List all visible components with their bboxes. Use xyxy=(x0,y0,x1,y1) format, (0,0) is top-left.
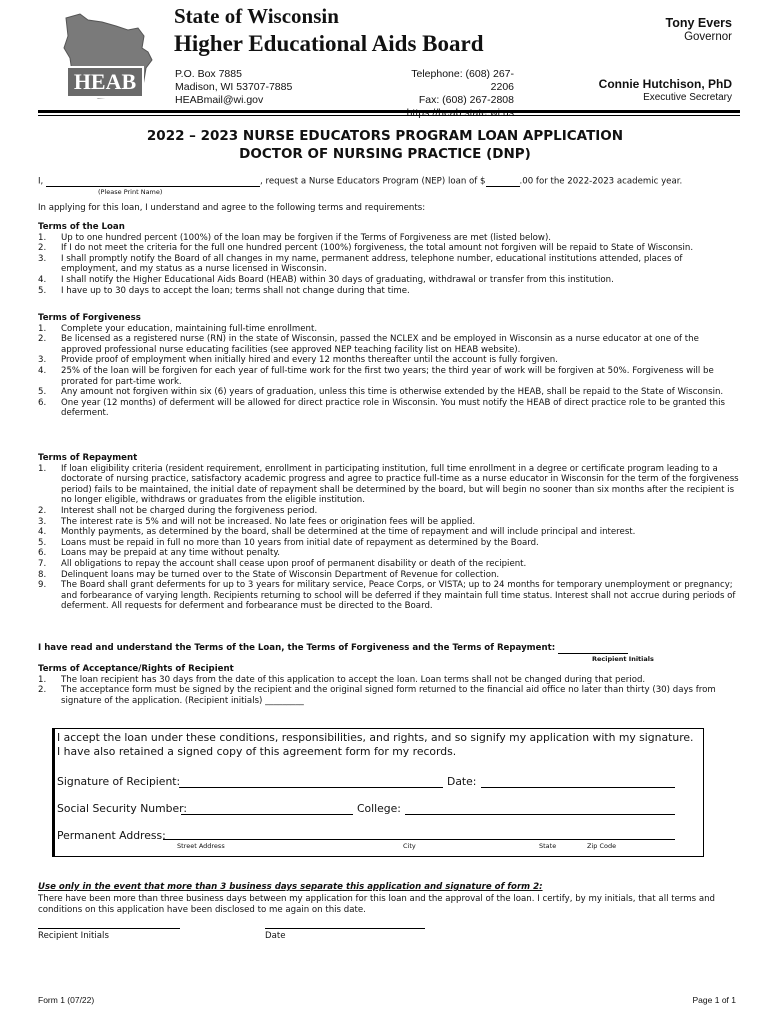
list-item: 4. I shall notify the Higher Educational Aids Board (HEAB) within 30 days of graduating, withdrawal or transfer from this institution. xyxy=(38,274,614,285)
list-item: 5. Any amount not forgiven within six (6) years of graduation, unless this time is otherwise extended by the HEAB, shall be repaid to the State of Wisconsin. xyxy=(38,387,724,398)
list-item: 2. The acceptance form must be signed by the recipient and the original signed form returned to the financial aid office no later than thirty (30) days from signature of the application. (Recipient initials) _________ xyxy=(38,685,716,706)
address-field[interactable] xyxy=(163,839,675,840)
zip-caption: Zip Code xyxy=(587,842,617,850)
governor-title: Governor xyxy=(684,31,732,43)
list-item: 1. Complete your education, maintaining full-time enrollment. xyxy=(38,323,318,334)
late-date-field[interactable] xyxy=(265,928,425,929)
ssn-field[interactable] xyxy=(181,814,353,815)
list-item: 5. Loans must be repaid in full no more than 10 years from initial date of repayment as determined by the Board. xyxy=(38,537,539,548)
section-heading: Terms of the Loan xyxy=(38,222,125,232)
logo-text: HEAB xyxy=(66,66,144,98)
section-heading: Terms of Acceptance/Rights of Recipient xyxy=(38,664,234,674)
header-divider xyxy=(38,110,740,116)
fax: Fax: (608) 267-2808 xyxy=(418,94,514,106)
street-caption: Street Address xyxy=(177,842,225,850)
page-number: Page 1 of 1 xyxy=(692,995,736,1005)
list-item: 9. The Board shall grant deferments for up to 3 years for military service, Peace Corps, or VISTA; up to 24 months for temporary unemployment or pregnancy; and forbearance of varying length. Recipients returning to school will be deferred if they maintain full time status. Interest shall not accrue during periods of deferment. All requests for deferment and forbearance must be directed to the Board. xyxy=(38,580,736,612)
signature-label: Signature of Recipient: xyxy=(57,775,181,788)
terms-of-acceptance xyxy=(38,664,742,706)
intro-text: In applying for this loan, I understand and agree to the following terms and requirements: xyxy=(38,203,426,213)
college-label: College: xyxy=(357,802,401,815)
late-date-caption: Date xyxy=(265,931,286,941)
list-item: 4. Monthly payments, as determined by the board, shall be determined at the time of repayment and will include principal and interest. xyxy=(38,527,636,538)
name-caption: (Please Print Name) xyxy=(98,188,163,196)
mailing-address xyxy=(175,68,292,107)
list-item: 1. The loan recipient has 30 days from the date of this application to accept the loan. Loan terms shall not be changed during that period. xyxy=(38,674,646,685)
list-item: 1. Up to one hundred percent (100%) of the loan may be forgiven if the Terms of Forgiveness are met (listed below). xyxy=(38,232,552,243)
name-input[interactable] xyxy=(46,176,260,187)
request-line: I, , request a Nurse Educators Program (NEP) loan of $ .00 for the 2022-2023 academic year. xyxy=(38,176,683,187)
late-heading: Use only in the event that more than 3 business days separate this application and signature of form 2: xyxy=(38,882,543,892)
address-label: Permanent Address: xyxy=(57,829,166,842)
list-item: 7. All obligations to repay the account shall cease upon proof of permanent disability or death of the recipient. xyxy=(38,558,527,569)
list-item: 4. 25% of the loan will be forgiven for each year of full-time work for the first two years; the third year of work will be forgiven at 50%. Forgiveness will be prorated for part-time work. xyxy=(38,365,714,387)
signature-box xyxy=(52,728,704,857)
email-link[interactable]: HEABmail@wi.gov xyxy=(175,94,264,106)
terms-of-loan xyxy=(38,222,742,296)
governor-block xyxy=(666,16,732,43)
website-link[interactable]: https://heab.state.wi.us xyxy=(406,107,514,119)
signature-field[interactable] xyxy=(179,787,443,788)
governor-name: Tony Evers xyxy=(665,16,732,30)
secretary-name: Connie Hutchison, PhD xyxy=(598,77,732,91)
list-item: 3. The interest rate is 5% and will not be increased. No late fees or origination fees will be applied. xyxy=(38,516,476,527)
recipient-initials-caption: Recipient Initials xyxy=(592,655,654,663)
list-item: 6. Loans may be prepaid at any time without penalty. xyxy=(38,548,281,559)
section-heading: Terms of Repayment xyxy=(38,453,138,463)
wisconsin-logo xyxy=(58,8,166,104)
city-caption: City xyxy=(403,842,416,850)
state-name: State of Wisconsin xyxy=(174,4,339,28)
address-line: Madison, WI 53707-7885 xyxy=(175,81,293,93)
telephone: Telephone: (608) 267-2206 xyxy=(411,68,514,93)
section-heading: Terms of Forgiveness xyxy=(38,313,141,323)
late-initials-field[interactable] xyxy=(38,928,180,929)
terms-of-forgiveness xyxy=(38,313,742,419)
college-field[interactable] xyxy=(405,814,675,815)
state-caption: State xyxy=(539,842,557,850)
address-line: P.O. Box 7885 xyxy=(175,68,242,80)
list-item: 8. Delinquent loans may be turned over to the State of Wisconsin Department of Revenue for collection. xyxy=(38,569,500,580)
acceptance-statement: I accept the loan under these conditions, responsibilities, and rights, and so signify my application with my signature. I have also retained a signed copy of this agreement form for my records. xyxy=(57,731,694,758)
list-item: 2. Interest shall not be charged during the forgiveness period. xyxy=(38,505,318,516)
agency-name: Higher Educational Aids Board xyxy=(174,31,484,56)
secretary-title: Executive Secretary xyxy=(643,92,732,103)
list-item: 3. Provide proof of employment when initially hired and every 12 months thereafter until the account is fully forgiven. xyxy=(38,355,558,366)
terms-of-repayment xyxy=(38,453,742,612)
list-item: 2. If I do not meet the criteria for the full one hundred percent (100%) forgiveness, the total amount not forgiven will be repaid to State of Wisconsin. xyxy=(38,243,694,254)
late-text: There have been more than three business days between my application for this loan and the approval of the loan. I certify, by my initials, that all terms and conditions on this application have been disclosed to me again on this date. xyxy=(38,894,715,915)
list-item: 6. One year (12 months) of deferment will be allowed for direct practice role in Wisconsin. You must notify the HEAB of direct practice role to be granted this deferment. xyxy=(38,397,725,419)
ssn-label: Social Security Number: xyxy=(57,802,188,815)
initials-input[interactable] xyxy=(558,644,628,654)
form-number: Form 1 (07/22) xyxy=(38,995,95,1005)
date-label: Date: xyxy=(447,775,477,788)
form-subtitle: DOCTOR OF NURSING PRACTICE (DNP) xyxy=(239,146,531,162)
secretary-block xyxy=(599,77,732,103)
date-field[interactable] xyxy=(481,787,675,788)
late-initials-caption: Recipient Initials xyxy=(38,931,109,941)
list-item: 2. Be licensed as a registered nurse (RN) in the state of Wisconsin, passed the NCLEX and be employed in Wisconsin as a nurse educator at one of the approved professional nurse educating facilities (see approved NEP teaching facility list on HEAB website). xyxy=(38,334,699,355)
list-item: 5. I have up to 30 days to accept the loan; terms shall not change during that time. xyxy=(38,285,410,296)
list-item: 1. If loan eligibility criteria (resident requirement, enrollment in participating institution, full time enrollment in a degree or certificate program leading to a doctorate of nursing practice, satisfactory academic progress and agree to practice full-time as a nurse educator in Wisconsin for the term of the forgiveness period) fails to be maintained, the initial date of repayment shall be determined by the board, but will begin no sooner than six months after the recipient is no longer eligible, withdraws or graduates from the eligible institution. xyxy=(38,463,739,506)
form-title: 2022 – 2023 NURSE EDUCATORS PROGRAM LOAN APPLICATION xyxy=(146,128,624,144)
loan-amount-input[interactable] xyxy=(486,176,520,187)
read-statement: I have read and understand the Terms of the Loan, the Terms of Forgiveness and the Terms of Repayment: xyxy=(38,643,742,654)
list-item: 3. I shall promptly notify the Board of all changes in my name, permanent address, telephone number, educational institutions attended, places of employment, and my status as a nurse licensed in Wisconsin. xyxy=(38,253,683,275)
